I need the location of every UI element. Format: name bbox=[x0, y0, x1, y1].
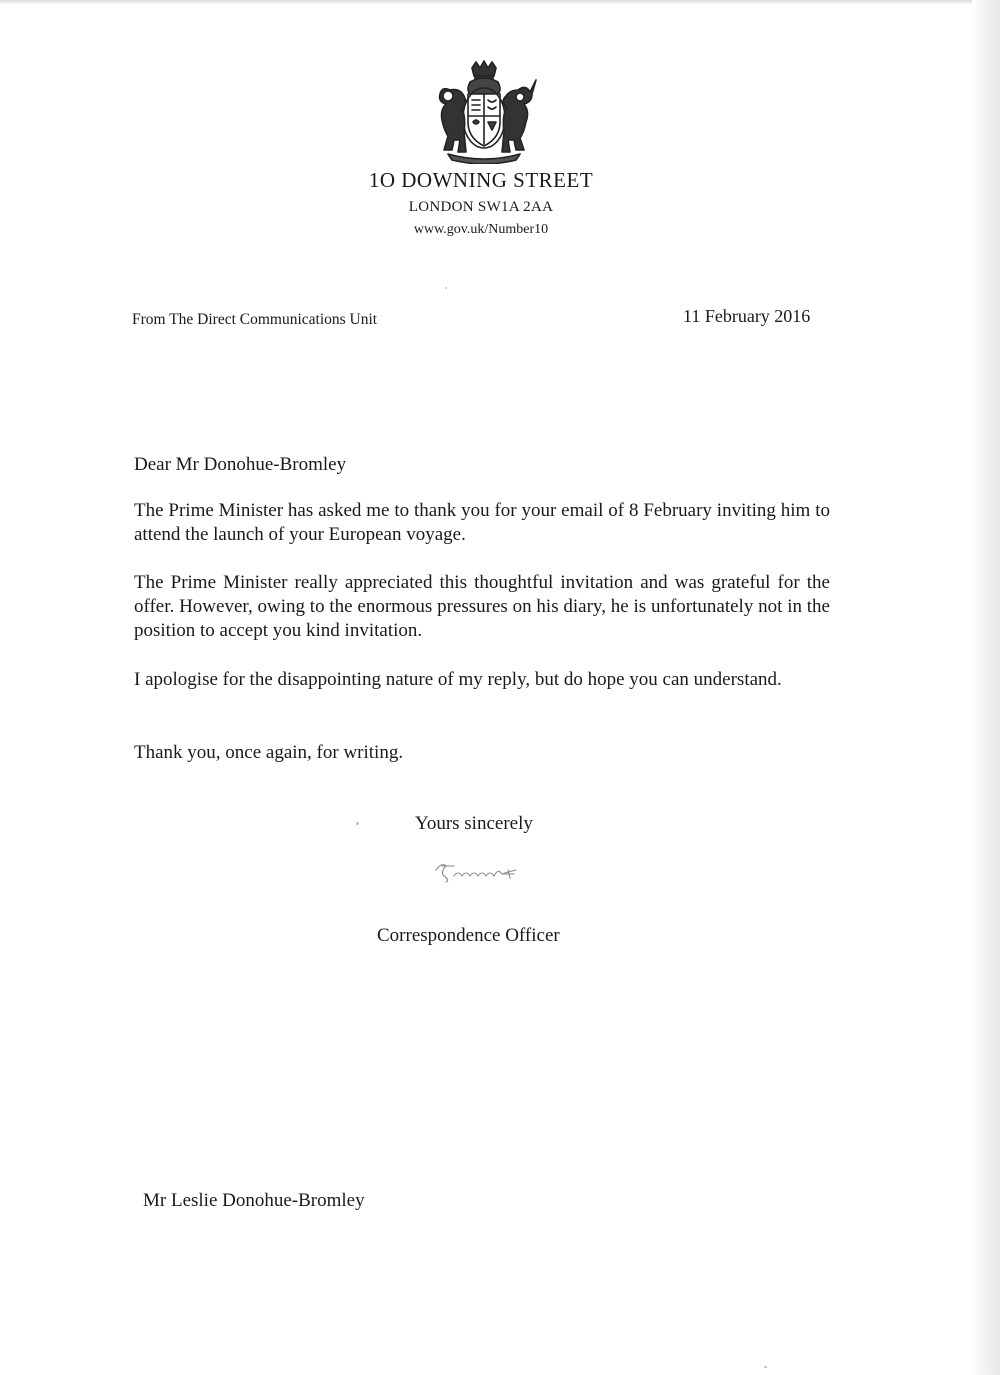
scan-speck bbox=[764, 1366, 767, 1368]
body-paragraph: The Prime Minister really appreciated this thoughtful invitation and was grateful for the offer. However, owing to the enormous pressures on his diary, he is unfortunately not in the position to accept you kind invitation. bbox=[134, 572, 830, 641]
body-paragraph: I apologise for the disappointing nature of my reply, but do hope you can understand. bbox=[134, 669, 782, 690]
salutation: Dear Mr Donohue-Bromley bbox=[134, 454, 347, 475]
letterhead-address-street: 1O DOWNING STREET bbox=[368, 168, 594, 192]
letter-date: 11 February 2016 bbox=[683, 306, 811, 326]
signatory-role: Correspondence Officer bbox=[377, 925, 560, 946]
letterhead-website: www.gov.uk/Number10 bbox=[413, 222, 549, 237]
handwritten-signature bbox=[428, 856, 540, 886]
body-paragraph: Thank you, once again, for writing. bbox=[134, 742, 404, 763]
letterhead-address-city: LONDON SW1A 2AA bbox=[408, 199, 554, 215]
scan-edge-top bbox=[0, 0, 1000, 5]
closing: Yours sincerely bbox=[415, 813, 533, 834]
body-paragraph: The Prime Minister has asked me to thank you for your email of 8 February inviting him to attend the launch of your European voyage. bbox=[134, 500, 830, 545]
scan-edge-right bbox=[972, 0, 1000, 1375]
royal-coat-of-arms-icon bbox=[428, 60, 540, 164]
scan-speck bbox=[356, 822, 359, 825]
sender-unit: From The Direct Communications Unit bbox=[132, 311, 378, 328]
recipient-name: Mr Leslie Donohue-Bromley bbox=[143, 1190, 365, 1211]
scan-speck bbox=[445, 287, 447, 289]
